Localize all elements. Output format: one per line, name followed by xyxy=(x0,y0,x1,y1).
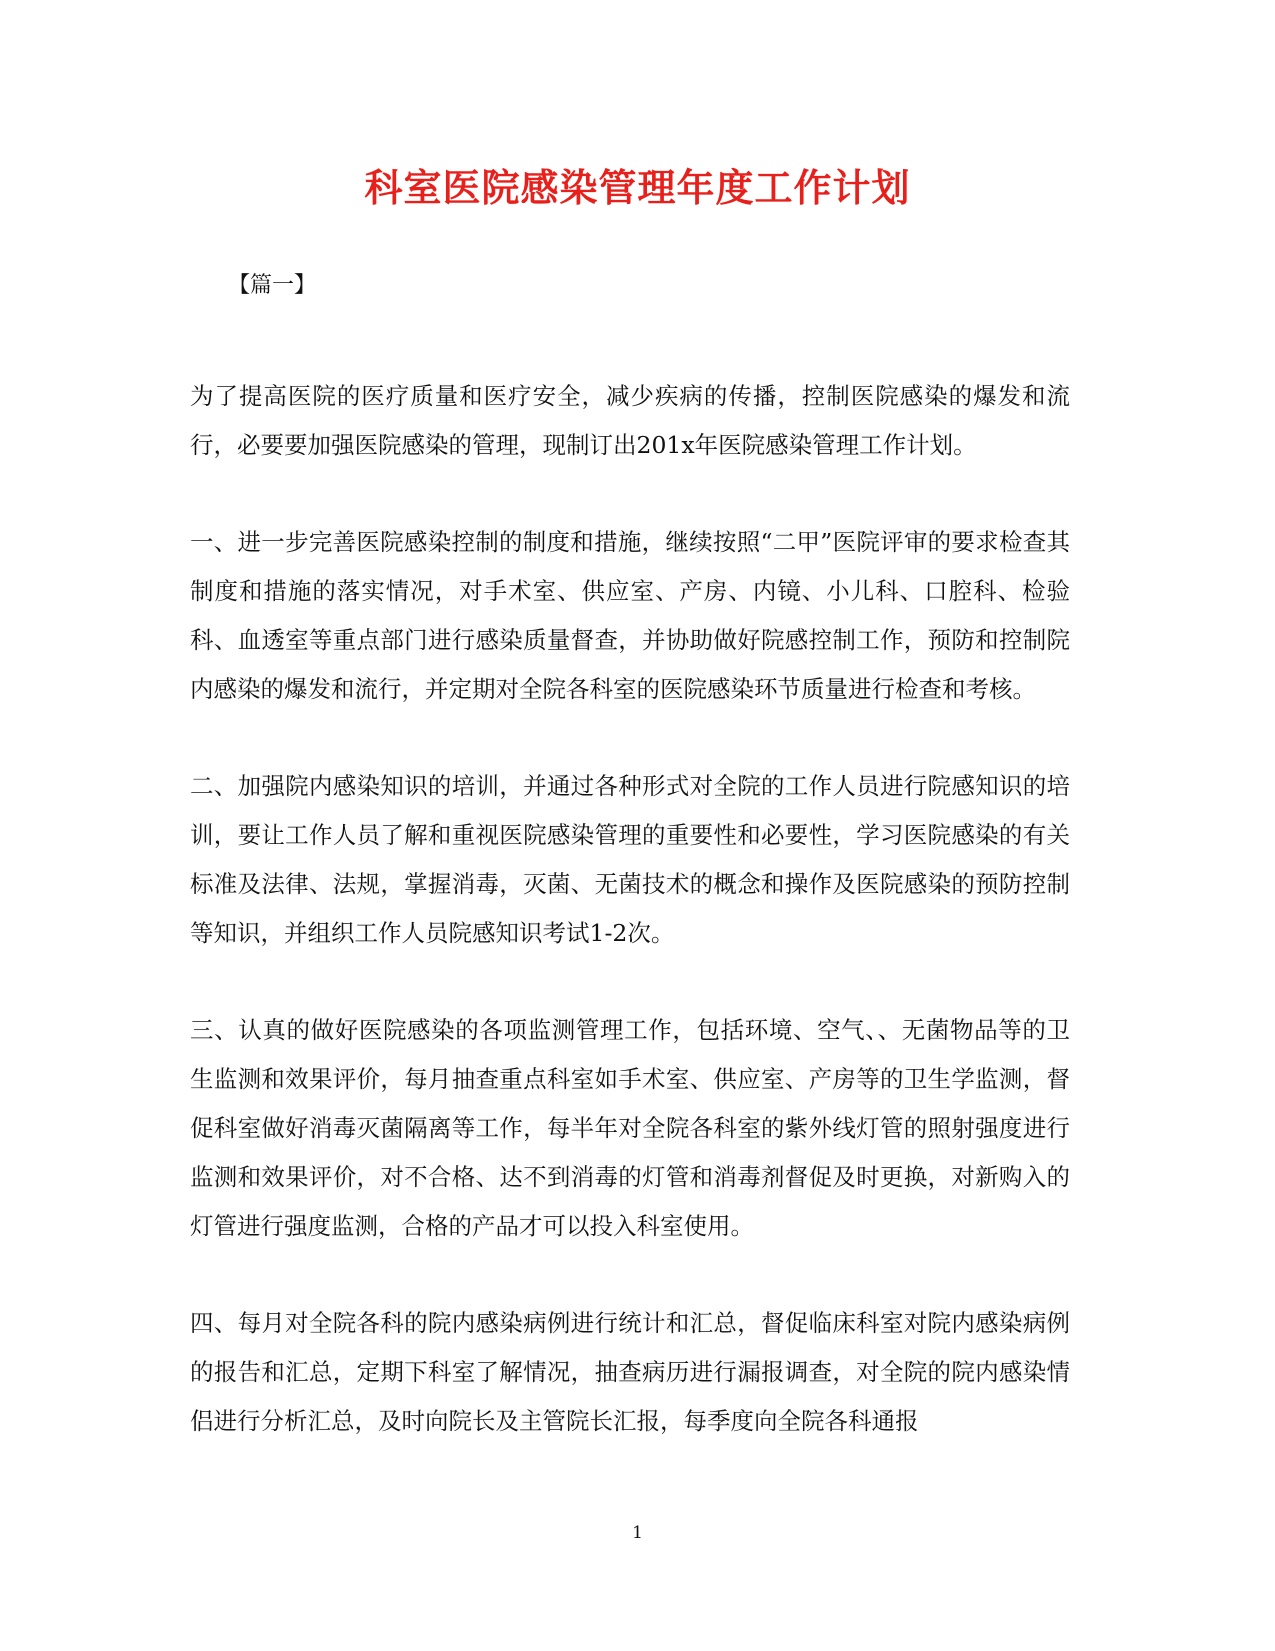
page-number: 1 xyxy=(632,1523,643,1543)
paragraph-item-1: 一、进一步完善医院感染控制的制度和措施，继续按照“二甲”医院评审的要求检查其制度和措施的落实情况，对手术室、供应室、产房、内镜、小儿科、口腔科、检验科、血透室等重点部门进行感染质量督查，并协助做好院感控制工作，预防和控制院内感染的爆发和流行，并定期对全院各科室的医院感染环节质量进行检查和考核。 xyxy=(190,528,1070,703)
paragraph-item-4: 四、每月对全院各科的院内感染病例进行统计和汇总，督促临床科室对院内感染病例的报告和汇总，定期下科室了解情况，抽查病历进行漏报调查，对全院的院内感染情侣进行分析汇总，及时向院长及主管院长汇报，每季度向全院各科通报 xyxy=(190,1309,1070,1435)
page-title: 科室医院感染管理年度工作计划 xyxy=(364,165,911,210)
paragraph-item-3: 三、认真的做好医院感染的各项监测管理工作，包括环境、空气、、无菌物品等的卫生监测和效果评价，每月抽查重点科室如手术室、供应室、产房等的卫生学监测，督促科室做好消毒灭菌隔离等工作，每半年对全院各科室的紫外线灯管的照射强度进行监测和效果评价，对不合格、达不到消毒的灯管和消毒剂督促及时更换，对新购入的灯管进行强度监测，合格的产品才可以投入科室使用。 xyxy=(190,1016,1070,1240)
document-body xyxy=(190,372,1070,1494)
section-label: 【篇一】 xyxy=(228,273,317,298)
paragraph-intro: 为了提高医院的医疗质量和医疗安全，减少疾病的传播，控制医院感染的爆发和流行，必要要加强医院感染的管理，现制订出201x年医院感染管理工作计划。 xyxy=(190,382,1070,459)
paragraph-item-2: 二、加强院内感染知识的培训，并通过各种形式对全院的工作人员进行院感知识的培训，要让工作人员了解和重视医院感染管理的重要性和必要性，学习医院感染的有关标准及法律、法规，掌握消毒，灭菌、无菌技术的概念和操作及医院感染的预防控制等知识，并组织工作人员院感知识考试1-2次。 xyxy=(190,772,1070,947)
